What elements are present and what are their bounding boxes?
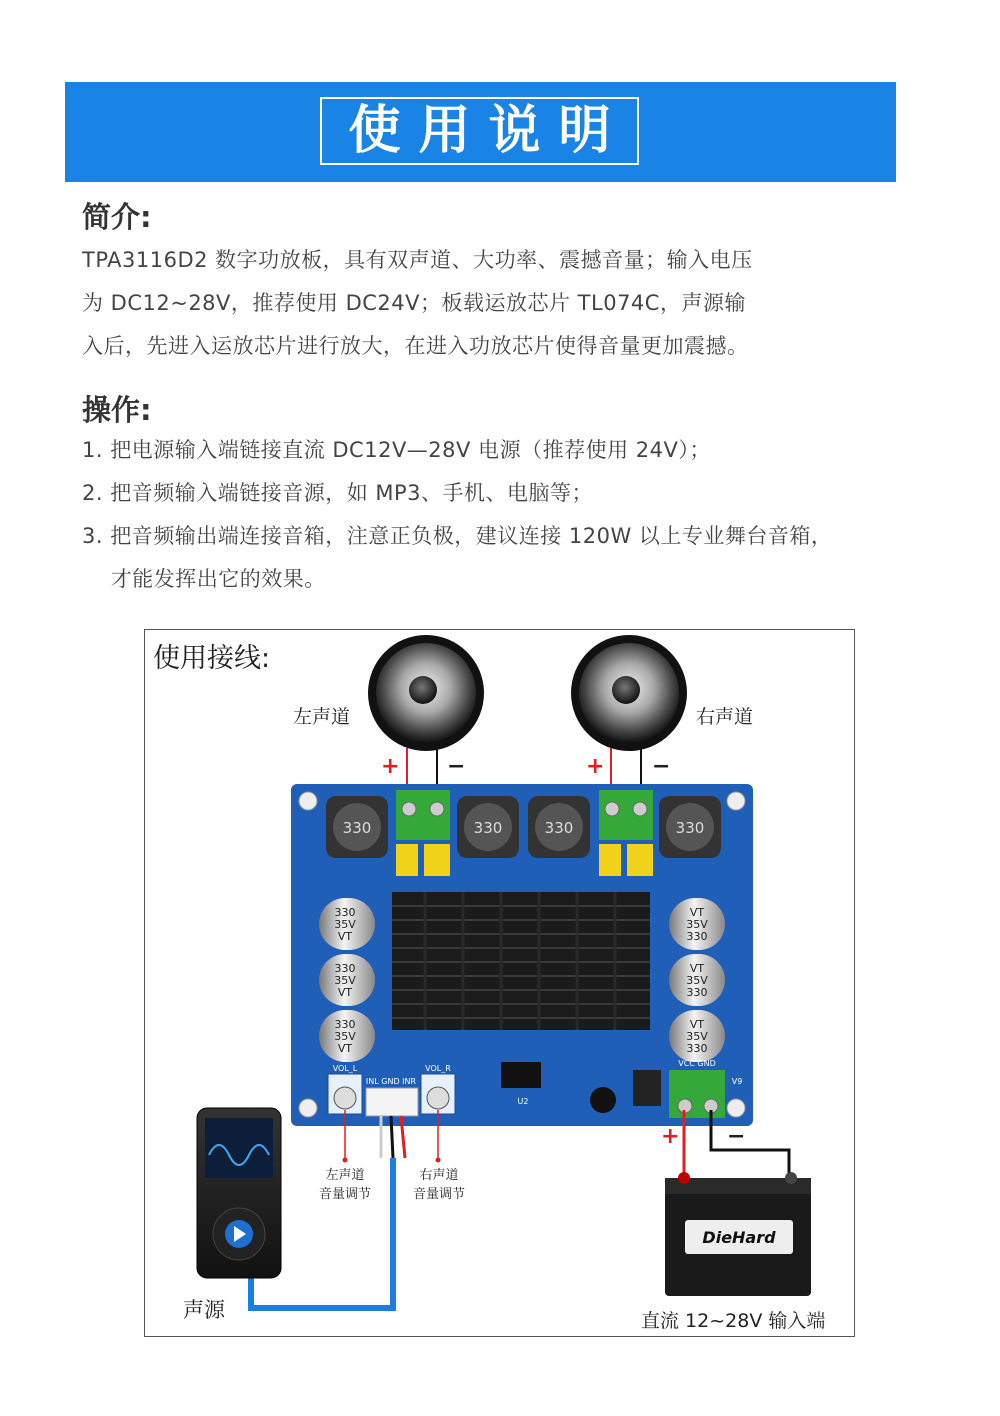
wiring-title: 使用接线: <box>153 643 271 674</box>
right-plus-sign: + <box>586 754 605 779</box>
amplifier-board <box>291 784 753 1126</box>
electrolytic-capacitor <box>669 1010 725 1062</box>
right-speaker-terminal <box>599 790 653 840</box>
svg-text:330: 330 <box>686 986 708 999</box>
source-label: 声源 <box>183 1298 225 1322</box>
electrolytic-capacitor <box>669 898 725 950</box>
right-channel-label: 右声道 <box>696 706 754 728</box>
intro-line-1: TPA3116D2 数字功放板，具有双声道、大功率、震撼音量；输入电压 <box>82 248 753 272</box>
intro-line-2: 为 DC12~28V，推荐使用 DC24V；板载运放芯片 TL074C，声源输 <box>82 291 746 315</box>
operation-step-1: 1. 把电源输入端链接直流 DC12V—28V 电源（推荐使用 24V）； <box>82 438 711 462</box>
operation-step-3: 3. 把音频输出端连接音箱，注意正负极，建议连接 120W 以上专业舞台音箱， <box>82 524 833 548</box>
page-title: 使用说明 <box>320 97 639 165</box>
svg-text:VT: VT <box>337 1042 353 1055</box>
svg-text:VT: VT <box>337 930 353 943</box>
diode <box>633 1070 661 1106</box>
wiring-illustration <box>145 630 854 1336</box>
right-volume-label: 右声道 音量调节 <box>412 1168 465 1202</box>
intro-line-3: 入后，先进入运放芯片进行放大，在进入功放芯片使得音量更加震撼。 <box>82 334 749 358</box>
right-speaker <box>571 635 687 751</box>
left-channel-label: 左声道 <box>293 706 351 728</box>
svg-text:DieHard: DieHard <box>702 1228 776 1247</box>
inductor <box>457 796 519 858</box>
mp3-player <box>197 1108 281 1278</box>
svg-text:VOL_R: VOL_R <box>425 1064 451 1073</box>
right-minus-sign: − <box>652 754 671 779</box>
power-minus-sign: − <box>727 1124 746 1149</box>
svg-text:VT: VT <box>689 1018 705 1031</box>
electrolytic-capacitor <box>669 954 725 1006</box>
inductor <box>528 796 590 858</box>
left-volume-label: 左声道 音量调节 <box>319 1168 372 1202</box>
svg-text:VT: VT <box>689 906 705 919</box>
svg-text:330: 330 <box>686 1042 708 1055</box>
svg-text:VOL_L: VOL_L <box>332 1064 358 1073</box>
svg-text:35V: 35V <box>686 1030 708 1043</box>
svg-text:330: 330 <box>473 819 503 837</box>
left-volume-pot[interactable] <box>328 1064 362 1114</box>
intro-title: 简介: <box>82 200 152 234</box>
heatsink <box>392 892 650 1030</box>
operation-step-2: 2. 把音频输入端链接音源，如 MP3、手机、电脑等； <box>82 481 594 505</box>
svg-text:330: 330 <box>686 930 708 943</box>
electrolytic-capacitor <box>319 954 375 1006</box>
svg-text:330: 330 <box>334 1018 356 1031</box>
film-capacitor <box>599 844 621 876</box>
header-bar <box>65 82 896 182</box>
svg-text:35V: 35V <box>334 918 356 931</box>
audio-input-connector <box>366 1077 418 1116</box>
svg-text:330: 330 <box>544 819 574 837</box>
svg-text:35V: 35V <box>334 1030 356 1043</box>
power-plus-sign: + <box>661 1124 680 1149</box>
svg-text:330: 330 <box>342 819 372 837</box>
power-input-label: 直流 12~28V 输入端 <box>641 1310 826 1332</box>
film-capacitor <box>424 844 450 876</box>
left-minus-sign: − <box>447 754 466 779</box>
svg-text:35V: 35V <box>686 974 708 987</box>
operation-step-3-cont: 才能发挥出它的效果。 <box>82 567 326 591</box>
svg-text:VT: VT <box>337 986 353 999</box>
electrolytic-capacitor <box>319 898 375 950</box>
film-capacitor <box>396 844 418 876</box>
svg-text:330: 330 <box>675 819 705 837</box>
film-capacitor <box>627 844 653 876</box>
inductor <box>659 796 721 858</box>
svg-text:35V: 35V <box>686 918 708 931</box>
svg-text:35V: 35V <box>334 974 356 987</box>
wiring-diagram <box>144 629 855 1337</box>
svg-text:U2: U2 <box>517 1097 529 1106</box>
svg-text:V9: V9 <box>731 1077 743 1086</box>
battery <box>665 1172 811 1296</box>
small-capacitor <box>590 1087 616 1113</box>
operation-title: 操作: <box>82 393 152 427</box>
svg-text:VCC GND: VCC GND <box>678 1059 716 1068</box>
op-amp-chip <box>501 1062 541 1088</box>
electrolytic-capacitor <box>319 1010 375 1062</box>
svg-text:330: 330 <box>334 906 356 919</box>
svg-text:330: 330 <box>334 962 356 975</box>
svg-text:VT: VT <box>689 962 705 975</box>
left-speaker-terminal <box>396 790 450 840</box>
svg-text:INL GND INR: INL GND INR <box>365 1077 417 1086</box>
left-speaker <box>368 635 484 751</box>
left-plus-sign: + <box>381 754 400 779</box>
inductor <box>326 796 388 858</box>
right-volume-pot[interactable] <box>421 1064 455 1114</box>
